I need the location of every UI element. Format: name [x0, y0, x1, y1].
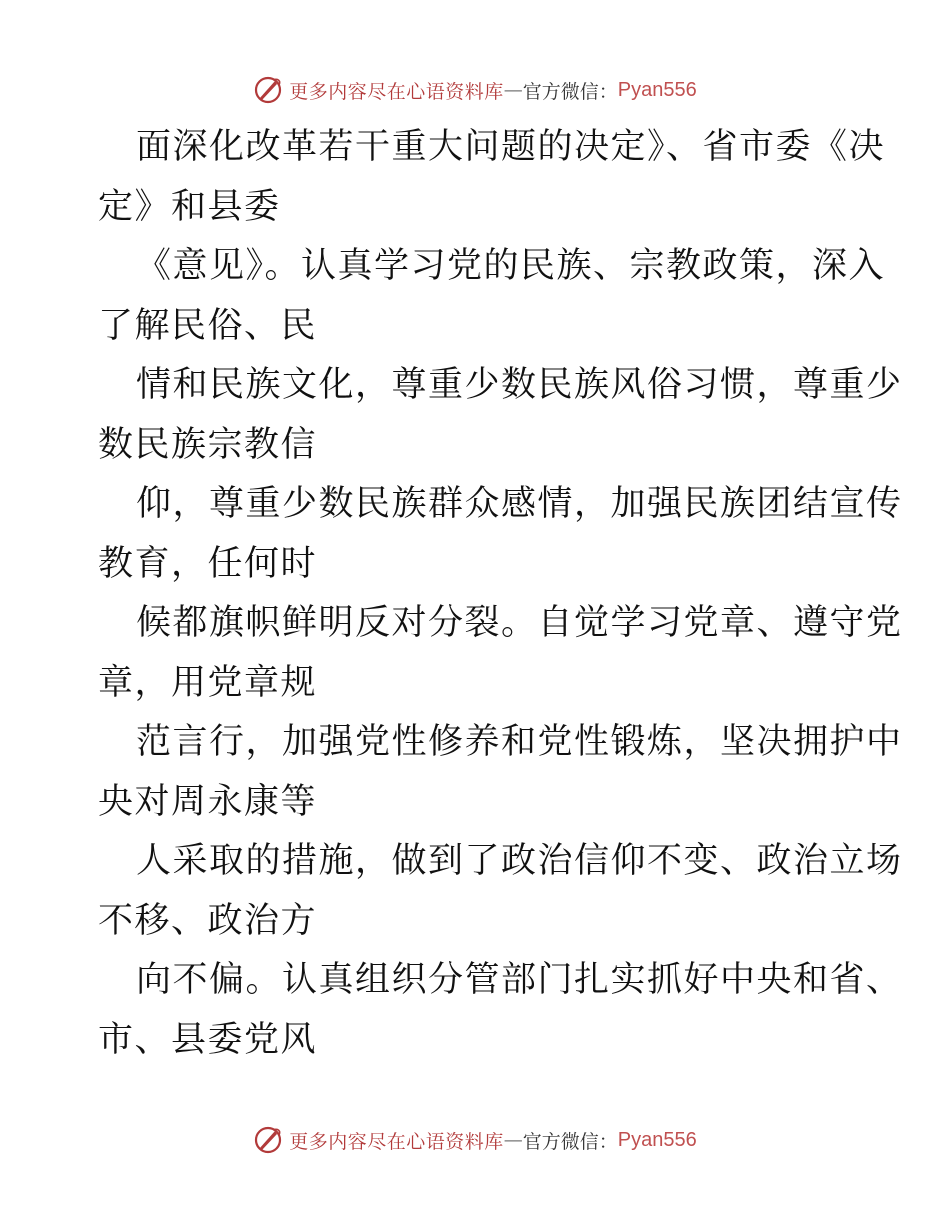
- text-line: 仰，尊重少数民族群众感情，加强民族团结宣传: [136, 484, 903, 524]
- text-line: 不移、政治方: [98, 900, 318, 941]
- text-line: 情和民族文化，尊重少数民族风俗习惯，尊重少: [136, 365, 903, 405]
- banner-site-text: 更多内容尽在心语资料库: [289, 80, 504, 103]
- text-line: 面深化改革若干重大问题的决定》、省市委《决: [136, 127, 886, 167]
- banner-wechat-label: 官方微信：: [522, 80, 618, 103]
- footer-banner: [0, 1120, 950, 1160]
- text-line: 向不偏。认真组织分管部门扎实抓好中央和省、: [136, 960, 903, 1000]
- banner-separator: —: [503, 79, 523, 101]
- text-line: 市、县委党风: [98, 1019, 318, 1060]
- text-line: 《意见》。认真学习党的民族、宗教政策，深入: [136, 246, 886, 286]
- document-body: [98, 118, 903, 1070]
- header-banner: [0, 70, 950, 110]
- banner-wechat-label: 官方微信：: [522, 1130, 618, 1153]
- banner-wechat-id: Pyan556: [617, 78, 697, 101]
- text-line: 章，用党章规: [98, 662, 318, 703]
- text-line: 候都旗帜鲜明反对分裂。自觉学习党章、遵守党: [136, 603, 903, 643]
- text-line: 人采取的措施，做到了政治信仰不变、政治立场: [136, 841, 903, 881]
- text-line: 教育，任何时: [98, 543, 318, 584]
- text-line: 央对周永康等: [98, 781, 318, 822]
- banner-site-text: 更多内容尽在心语资料库: [289, 1130, 504, 1153]
- text-line: 定》和县委: [98, 186, 281, 227]
- text-line: 数民族宗教信: [98, 424, 318, 465]
- banner-separator: —: [503, 1129, 523, 1151]
- text-line: 范言行，加强党性修养和党性锻炼，坚决拥护中: [136, 722, 903, 762]
- quill-pen-logo-icon: [253, 75, 283, 105]
- banner-wechat-id: Pyan556: [617, 1128, 697, 1151]
- text-line: 了解民俗、民: [98, 305, 318, 346]
- quill-pen-logo-icon: [253, 1125, 283, 1155]
